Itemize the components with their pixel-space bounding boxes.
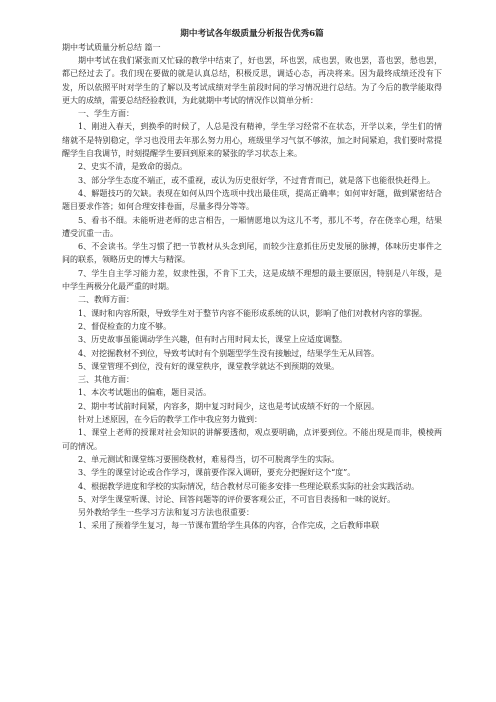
paragraph: 5、课堂管理不到位，没有好的课堂秩序，课堂教学就达不到预期的效果。 — [78, 361, 340, 371]
document-body — [62, 54, 442, 533]
paragraph: 4、对挖掘教材不到位，导致考试时有个别题型学生没有接触过，结果学生无从回答。 — [78, 348, 380, 358]
paragraph: 7、学生自主学习能力差，奴隶性强，不肯下工夫，这是成绩不理想的最主要原因，特别是八年级，是中学生两极分化最严重的时期。 — [62, 268, 442, 292]
paragraph: 三、其他方面： — [78, 375, 134, 385]
paragraph: 2、期中考试前时间紧，内容多，期中复习时间少，这也是考试成绩不好的一个原因。 — [78, 401, 380, 411]
paragraph: 4、根据教学进度和学校的实际情况，结合教材尽可能多安排一些理论联系实际的社会实践活动。 — [78, 481, 420, 491]
paragraph: 1、课时和内容所限，导致学生对于整节内容不能形成系统的认识，影响了他们对教材内容的掌握。 — [78, 308, 428, 318]
paragraph: 3、学生的课堂讨论或合作学习，课前要作深入调研，要充分把握好这个“度”。 — [78, 468, 356, 478]
paragraph: 1、本次考试题出的偏难，题目灵活。 — [78, 388, 212, 398]
paragraph: 2、史实不清，是致命的弱点。 — [78, 162, 188, 172]
document-title: 期中考试各年级质量分析报告优秀6篇 — [180, 29, 324, 39]
paragraph: 另外教给学生一些学习方法和复习方法也很重要： — [78, 508, 254, 518]
paragraph: 2、单元测试和课堂练习要围绕教材，难易得当，切不可脱离学生的实际。 — [78, 454, 340, 464]
document-subtitle: 期中考试质量分析总结 篇一 — [62, 43, 161, 52]
paragraph: 6、不会读书。学生习惯了把一节教材从头念到尾，而较少注意抓住历史发展的脉搏，体味历史事件之间的联系，领略历史的博大与精深。 — [62, 242, 442, 265]
paragraph: 4、解题技巧的欠缺。表现在如何从四个选项中找出最佳项，提高正确率；如何审好题，做到紧密结合题目要求作答；如何合理安排卷面，尽量多得分等等。 — [62, 188, 442, 212]
paragraph: 3、部分学生态度不端正，或不重视，或认为历史很好学，不过背背而已，就是落下也能很快赶得上。 — [78, 175, 436, 185]
paragraph: 1、刚进入春天，到换季的时候了，人总是没有精神，学生学习经常不在状态，开学以来，学生们的情绪就不是特别稳定，学习也没用去年那么努力用心，班级里学习气氛不够浓，加之时间紧迫，我们要时常提醒学生自我调节，时刻提醒学生要回到原来的紧张的学习状态上来。 — [62, 122, 442, 159]
paragraph: 针对上述原因，在今后的教学工作中我应努力做到： — [78, 415, 262, 425]
paragraph: 二、教师方面： — [78, 295, 134, 305]
paragraph: 2、督促检查的力度不够。 — [78, 321, 172, 331]
paragraph: 5、看书不细。未能听进老师的忠言相告，一厢情愿地以为这儿不考，那儿不考，存在侥幸心理，结果遭受沉重一击。 — [62, 215, 442, 238]
paragraph: 一、学生方面： — [78, 109, 134, 119]
paragraph: 1、课堂上老师的授课对社会知识的讲解要透彻，观点要明确，点评要到位。不能出现是而非，模棱两可的情况。 — [62, 428, 442, 451]
paragraph: 3、历史故事虽能调动学生兴趣，但有时占用时间太长，课堂上应适度调整。 — [78, 335, 348, 345]
paragraph: 5、对学生课堂听课、讨论、回答问题等的评价要客观公正，不可盲目表扬和一味的说好。 — [78, 494, 396, 504]
paragraph: 1、采用了预着学生复习，每一节课布置给学生具体的内容，合作完成，之后教师串联 — [78, 521, 380, 531]
paragraph: 期中考试在我们紧张而又忙碌的教学中结束了，好也罢，坏也罢，成也罢，败也罢，喜也罢，愁也罢，都已经过去了。我们现在要做的就是认真总结，积极反思，调适心态，再决将来。因为最终成绩还没有下发，所以依照平时对学生的了解以及考试成绩对学生前段时间的学习情况进行总结。为了今后的教学能取得更大的成绩，需要总结经验教训，为此就期中考试的情况作以简单分析： — [62, 56, 442, 105]
